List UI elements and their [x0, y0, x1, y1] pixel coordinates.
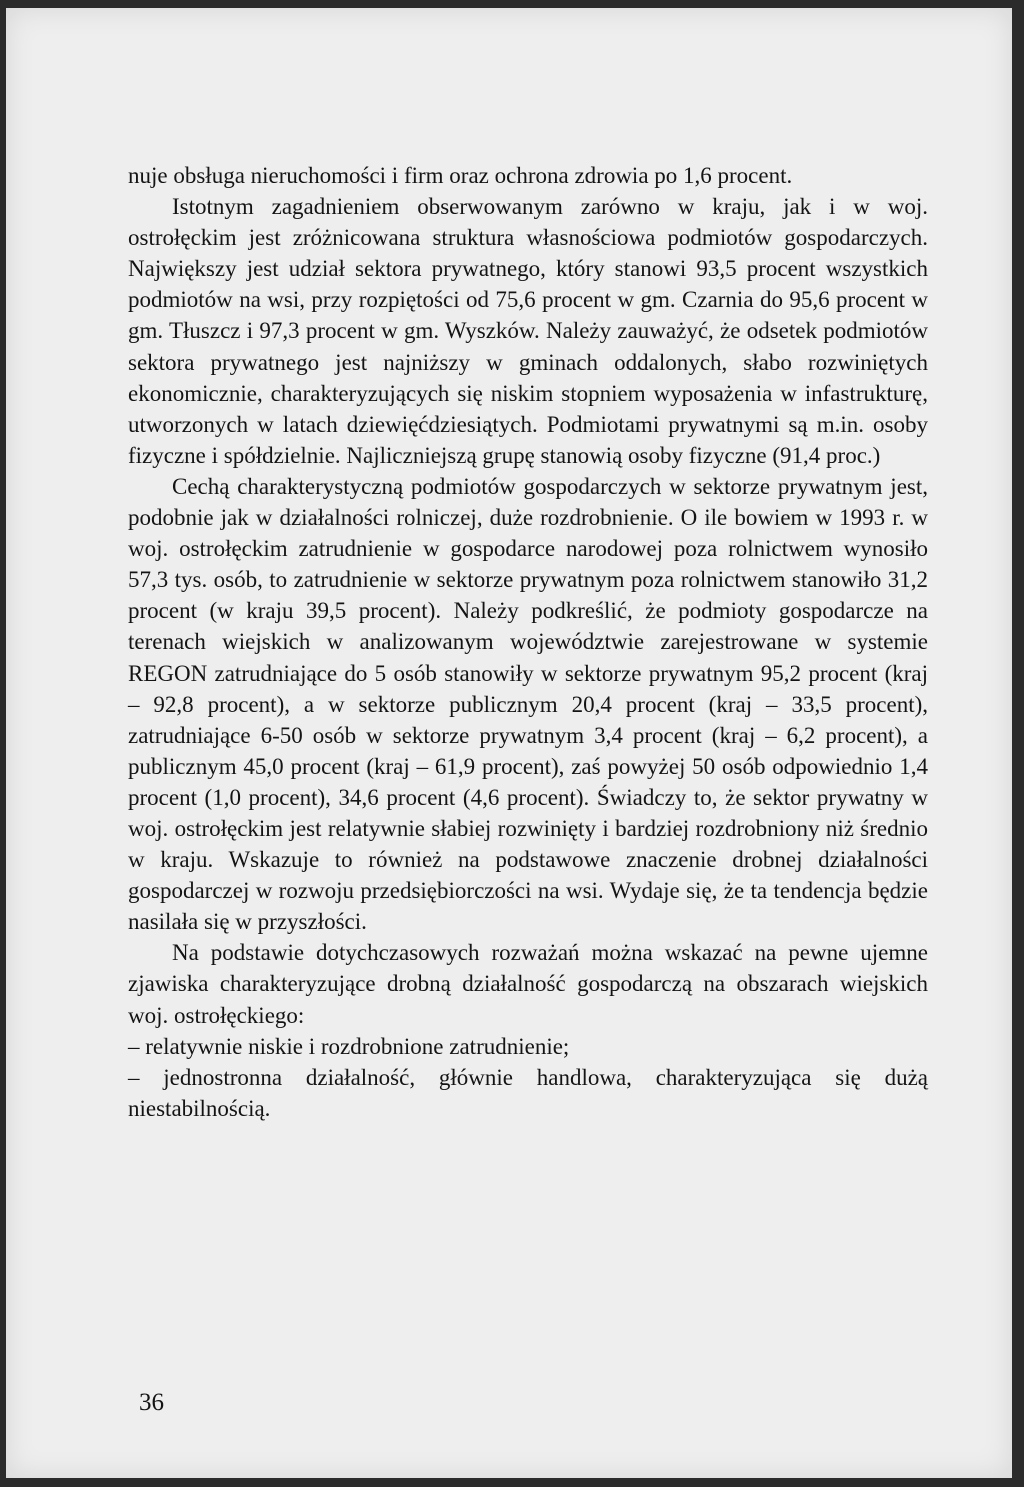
body-text: [128, 160, 928, 1124]
page-number: 36: [139, 1389, 164, 1416]
paragraph-fragmentation: Cechą charakterystyczną podmiotów gospodarczych w sektorze prywatnym jest, podobnie jak w działalności rolniczej, duże rozdrobnienie. O ile bowiem w 1993 r. w woj. ostrołęckim zatrudnienie w gospodarce narodowej poza rolnictwem wynosiło 57,3 tys. osób, to zatrudnienie w sektorze prywatnym poza rolnictwem stanowiło 31,2 procent (w kraju 39,5 procent). Należy podkreślić, że podmioty gospodarcze na terenach wiejskich w analizowanym województwie zarejestrowane w systemie REGON zatrudniające do 5 osób stanowiły w sektorze prywatnym 95,2 procent (kraj – 92,8 procent), a w sektorze publicznym 20,4 procent (kraj – 33,5 procent), zatrudniające 6-50 osób w sektorze prywatnym 3,4 procent (kraj – 6,2 procent), a publicznym 45,0 procent (kraj – 61,9 procent), zaś powyżej 50 osób odpowiednio 1,4 procent (1,0 procent), 34,6 procent (4,6 procent). Świadczy to, że sektor prywatny w woj. ostrołęckim jest relatywnie słabiej rozwinięty i bardziej rozdrobniony niż średnio w kraju. Wskazuje to również na podstawowe znaczenie drobnej działalności gospodarczej w rozwoju przedsiębiorczości na wsi. Wydaje się, że ta tendencja będzie nasilała się w przyszłości.: [128, 473, 928, 935]
paragraph-conclusions-intro: Na podstawie dotychczasowych rozważań można wskazać na pewne ujemne zjawiska charakteryzujące drobną działalność gospodarczą na obszarach wiejskich woj. ostrołęckiego:: [128, 940, 928, 1028]
list-item: – relatywnie niskie i rozdrobnione zatrudnienie;: [128, 1033, 570, 1059]
list-item: – jednostronna działalność, głównie handlowa, charakteryzująca się dużą niestabilnością.: [128, 1064, 928, 1121]
paragraph-ownership-structure: Istotnym zagadnieniem obserwowanym zarówno w kraju, jak i w woj. ostrołęckim jest zróżnicowana struktura własnościowa podmiotów gospodarczych. Największy jest udział sektora prywatnego, który stanowi 93,5 procent wszystkich podmiotów na wsi, przy rozpiętości od 75,6 procent w gm. Czarnia do 95,6 procent w gm. Tłuszcz i 97,3 procent w gm. Wyszków. Należy zauważyć, że odsetek podmiotów sektora prywatnego jest najniższy w gminach oddalonych, słabo rozwiniętych ekonomicznie, charakteryzujących się niskim stopniem wyposażenia w infastrukturę, utworzonych w latach dziewięćdziesiątych. Podmiotami prywatnymi są m.in. osoby fizyczne i spółdzielnie. Najliczniejszą grupę stanowią osoby fizyczne (91,4 proc.): [128, 194, 928, 468]
paragraph-continuation: nuje obsługa nieruchomości i firm oraz ochrona zdrowia po 1,6 procent.: [128, 163, 793, 188]
